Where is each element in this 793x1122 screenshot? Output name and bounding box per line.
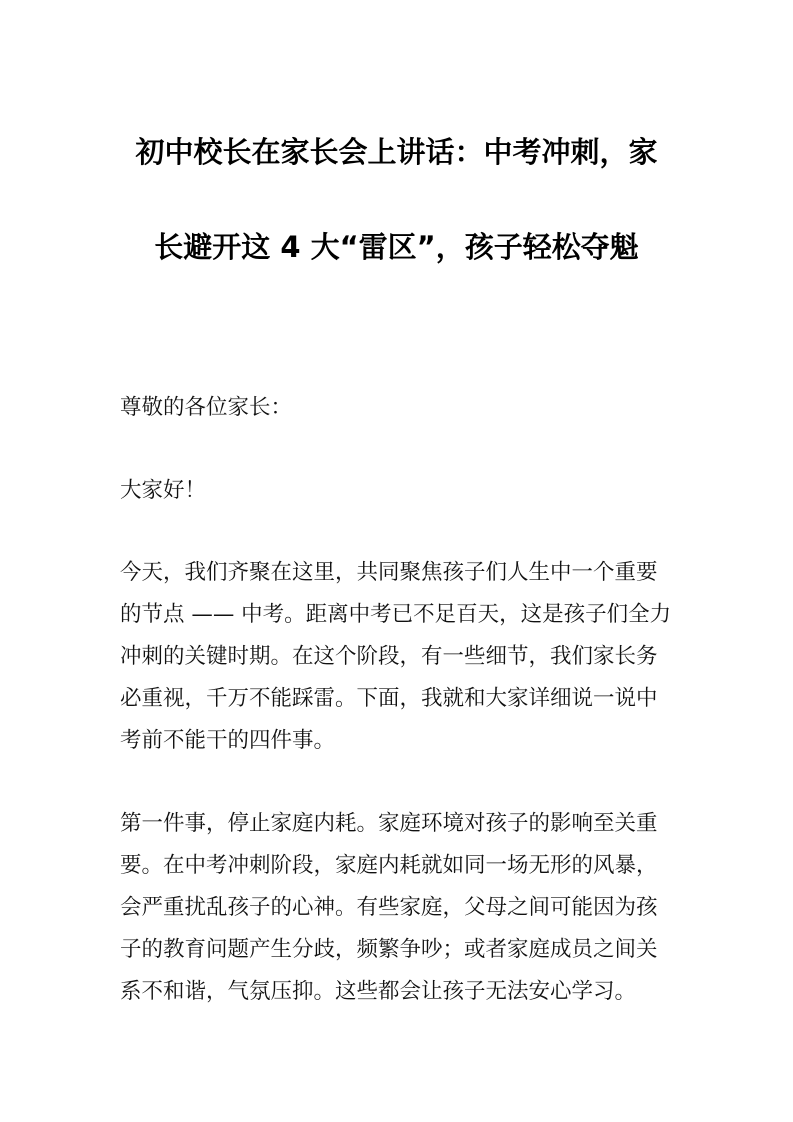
paragraph-line: 系不和谐，气氛压抑。这些都会让孩子无法安心学习。 xyxy=(120,979,637,1004)
paragraph-line: 冲刺的关键时期。在这个阶段，有一些细节，我们家长务 xyxy=(120,644,658,669)
paragraph-line: 必重视，千万不能踩雷。下面，我就和大家详细说一说中 xyxy=(120,686,658,711)
paragraph-line: 第一件事，停止家庭内耗。家庭环境对孩子的影响至关重 xyxy=(120,811,658,836)
paragraph-line: 会严重扰乱孩子的心神。有些家庭，父母之间可能因为孩 xyxy=(120,895,658,920)
salutation: 尊敬的各位家长： xyxy=(120,395,293,420)
paragraph-line: 要。在中考冲刺阶段，家庭内耗就如同一场无形的风暴， xyxy=(120,853,658,878)
document-title-line-2: 长避开这 4 大“雷区”，孩子轻松夺魁 xyxy=(154,230,639,264)
paragraph-line: 考前不能干的四件事。 xyxy=(120,728,336,753)
paragraph-line: 的节点 —— 中考。距离中考已不足百天，这是孩子们全力 xyxy=(120,602,672,627)
document-title-line-1: 初中校长在家长会上讲话：中考冲刺，家 xyxy=(135,135,658,169)
paragraph-line: 今天，我们齐聚在这里，共同聚焦孩子们人生中一个重要 xyxy=(120,560,658,585)
paragraph-line: 子的教育问题产生分歧，频繁争吵；或者家庭成员之间关 xyxy=(120,937,658,962)
greeting: 大家好！ xyxy=(120,478,207,503)
